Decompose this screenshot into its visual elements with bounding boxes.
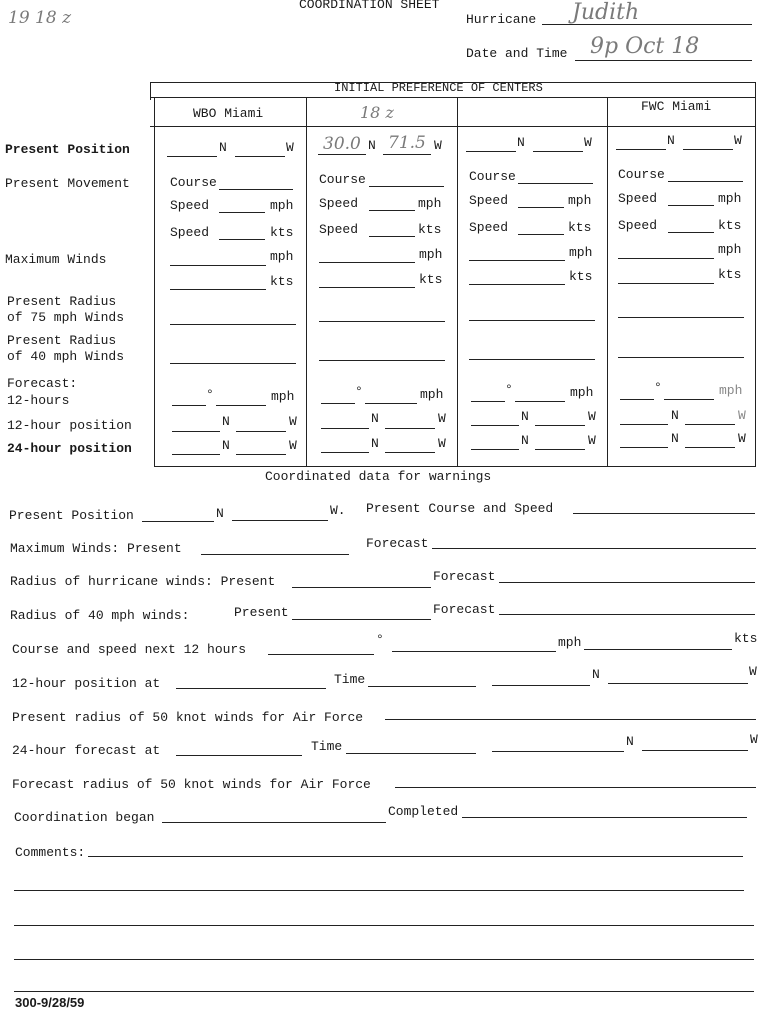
w-comments-line-5[interactable]: [14, 991, 754, 992]
row-label-radius75-2: of 75 mph Winds: [7, 310, 125, 325]
w-radius-hurricane-label: Radius of hurricane winds: Present: [10, 574, 276, 589]
w-coord-began-label: Coordination began: [14, 810, 155, 825]
datetime-label: Date and Time: [466, 46, 568, 61]
w-radius-40-forecast-field[interactable]: [499, 614, 755, 615]
table-title: INITIAL PREFERENCE OF CENTERS: [334, 81, 543, 95]
w-coord-began-field[interactable]: [162, 822, 386, 823]
datetime-value[interactable]: 9p Oct 18: [590, 34, 700, 59]
w-comments-label: Comments:: [15, 845, 86, 860]
w-comments-line-2[interactable]: [14, 890, 744, 891]
col-header-fwc: FWC Miami: [641, 99, 712, 114]
w-radius50-present-field[interactable]: [385, 719, 756, 720]
w-radius-hurricane-present-field[interactable]: [292, 587, 431, 588]
row-label-pos12: 12-hour position: [7, 418, 132, 433]
row-label-present-position: Present Position: [5, 142, 130, 157]
w-speed-12-mph-field[interactable]: [392, 651, 556, 652]
w-pos12-time-field[interactable]: [368, 686, 476, 687]
w-course-speed-12-label: Course and speed next 12 hours: [12, 642, 247, 657]
row-label-forecast-1: Forecast:: [7, 376, 78, 391]
w-comments-line-4[interactable]: [14, 959, 754, 960]
w-course-speed-field[interactable]: [573, 513, 755, 514]
row-label-radius40-1: Present Radius: [7, 333, 117, 348]
w-radius-40-present-field[interactable]: [292, 619, 431, 620]
w-pos24-label: 24-hour forecast at: [12, 743, 161, 758]
corner-note: 19 18 z: [8, 8, 72, 28]
datetime-field-line: [575, 60, 752, 61]
page-title: COORDINATION SHEET: [299, 0, 440, 12]
w-course-12-field[interactable]: [268, 654, 374, 655]
col2-lon-value[interactable]: 71.5: [388, 133, 426, 153]
w-max-winds-label: Maximum Winds: Present: [10, 541, 182, 556]
w-present-lat-field[interactable]: [142, 521, 214, 522]
w-pos12-label: 12-hour position at: [12, 676, 161, 691]
w-pos24-at-field[interactable]: [176, 755, 302, 756]
w-radius50-forecast-field[interactable]: [395, 787, 756, 788]
w-comments-line-1[interactable]: [88, 856, 743, 857]
row-label-pos24: 24-hour position: [7, 441, 132, 456]
row-label-radius40-2: of 40 mph Winds: [7, 349, 125, 364]
hurricane-value[interactable]: Judith: [572, 0, 640, 25]
w-present-lon-field[interactable]: [232, 520, 328, 521]
w-course-speed-label: Present Course and Speed: [366, 501, 554, 516]
w-pos12-lon-field[interactable]: [608, 683, 748, 684]
w-radius-hurricane-forecast-field[interactable]: [499, 582, 755, 583]
w-present-position-label: Present Position: [9, 508, 134, 523]
row-label-forecast-2: 12-hours: [7, 393, 70, 408]
w-comments-line-3[interactable]: [14, 925, 754, 926]
w-max-winds-forecast-field[interactable]: [432, 548, 756, 549]
row-label-present-movement: Present Movement: [5, 176, 130, 191]
col-header-wbo: WBO Miami: [193, 106, 264, 121]
col-header-time: 18 z: [360, 103, 394, 122]
w-speed-12-kts-field[interactable]: [584, 649, 732, 650]
col2-lat-value[interactable]: 30.0: [323, 134, 361, 154]
section-title: Coordinated data for warnings: [265, 469, 492, 484]
w-pos24-lon-field[interactable]: [642, 750, 748, 751]
w-max-winds-present-field[interactable]: [201, 554, 349, 555]
hurricane-label: Hurricane: [466, 12, 537, 27]
w-radius-40-label: Radius of 40 mph winds:: [10, 608, 190, 623]
w-pos24-lat-field[interactable]: [492, 751, 624, 752]
w-pos12-lat-field[interactable]: [492, 685, 590, 686]
footer-form-code: 300-9/28/59: [15, 995, 85, 1010]
row-label-radius75-1: Present Radius: [7, 294, 117, 309]
w-completed-field[interactable]: [462, 817, 747, 818]
w-radius50-forecast-label: Forecast radius of 50 knot winds for Air Force: [12, 777, 371, 792]
w-pos12-at-field[interactable]: [176, 688, 326, 689]
w-radius50-present-label: Present radius of 50 knot winds for Air Force: [12, 710, 364, 725]
row-label-maximum-winds: Maximum Winds: [5, 252, 107, 267]
w-pos24-time-field[interactable]: [346, 753, 476, 754]
hurricane-field-line: [542, 24, 752, 25]
